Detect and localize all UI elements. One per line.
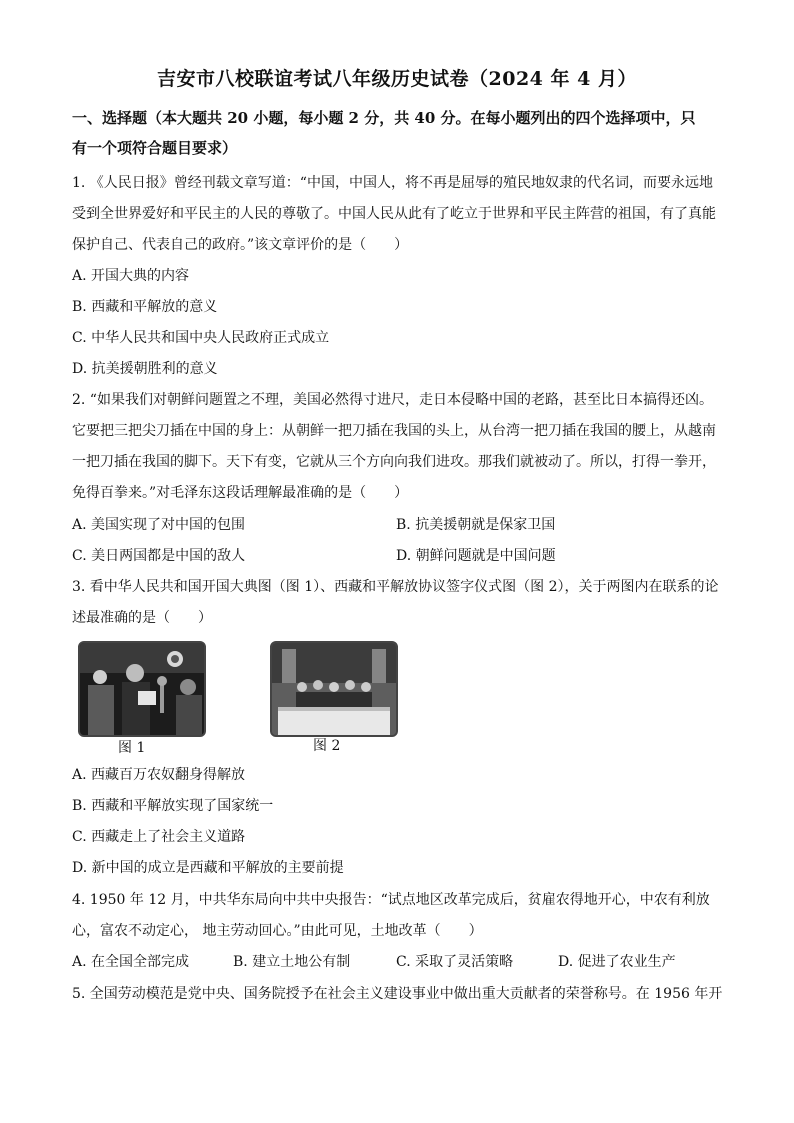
q2-stem-line-4: 免得百拳来。”对毛泽东这段话理解最准确的是（ ） <box>72 485 409 501</box>
q1-option-c[interactable]: C. 中华人民共和国中央人民政府正式成立 <box>72 330 330 346</box>
q1-option-b[interactable]: B. 西藏和平解放的意义 <box>72 299 218 315</box>
figure-2-caption: 图 2 <box>313 738 341 754</box>
q4-option-b[interactable]: B. 建立土地公有制 <box>233 954 351 970</box>
q1-stem-line-1: 1. 《人民日报》曾经刊载文章写道：“中国，中国人，将不再是屈辱的殖民地奴隶的代名词，而要永远地 <box>72 175 713 191</box>
q4-option-a[interactable]: A. 在全国全部完成 <box>72 954 190 970</box>
q3-option-b[interactable]: B. 西藏和平解放实现了国家统一 <box>72 798 274 814</box>
q3-stem-line-2: 述最准确的是（ ） <box>72 610 212 626</box>
q1-option-a[interactable]: A. 开国大典的内容 <box>72 268 190 284</box>
figure-1-caption: 图 1 <box>118 740 146 756</box>
q5-stem-line-1: 5. 全国劳动模范是党中央、国务院授予在社会主义建设事业中做出重大贡献者的荣誉称号。在 1956 年开 <box>72 986 723 1002</box>
q4-stem-line-1: 4. 1950 年 12 月，中共华东局向中共中央报告：“试点地区改革完成后，贫雇农得地开心，中农有利放 <box>72 892 710 908</box>
q4-option-c[interactable]: C. 采取了灵活策略 <box>396 954 514 970</box>
q2-option-d[interactable]: D. 朝鲜问题就是中国问题 <box>396 548 556 564</box>
q2-stem-line-3: 一把刀插在我国的脚下。天下有变，它就从三个方向向我们进攻。那我们就被动了。所以，打得一拳开， <box>72 454 716 470</box>
q1-option-d[interactable]: D. 抗美援朝胜利的意义 <box>72 361 218 377</box>
q3-option-d[interactable]: D. 新中国的成立是西藏和平解放的主要前提 <box>72 860 344 876</box>
figure-2-signing-ceremony-photo <box>270 641 398 737</box>
q2-stem-line-2: 它要把三把尖刀插在中国的身上：从朝鲜一把刀插在我国的头上，从台湾一把刀插在我国的腰上，从越南 <box>72 423 716 439</box>
q2-option-b[interactable]: B. 抗美援朝就是保家卫国 <box>396 517 556 533</box>
exam-title: 吉安市八校联谊考试八年级历史试卷（2024 年 4 月） <box>157 68 637 90</box>
q1-stem-line-2: 受到全世界爱好和平民主的人民的尊敬了。中国人民从此有了屹立于世界和平民主阵营的祖国，有了真能 <box>72 206 716 222</box>
q1-stem-line-3: 保护自己、代表自己的政府。”该文章评价的是（ ） <box>72 237 409 253</box>
q4-option-d[interactable]: D. 促进了农业生产 <box>558 954 676 970</box>
q4-stem-line-2: 心，富农不动定心， 地主劳动回心。”由此可见，土地改革（ ） <box>72 923 483 939</box>
q2-option-c[interactable]: C. 美日两国都是中国的敌人 <box>72 548 246 564</box>
q3-stem-line-1: 3. 看中华人民共和国开国大典图（图 1）、西藏和平解放协议签字仪式图（图 2），关于两图内在联系的论 <box>72 579 719 595</box>
q2-option-a[interactable]: A. 美国实现了对中国的包围 <box>72 517 246 533</box>
figure-1-founding-ceremony-photo <box>78 641 206 737</box>
q3-option-a[interactable]: A. 西藏百万农奴翻身得解放 <box>72 767 246 783</box>
q2-stem-line-1: 2. “如果我们对朝鲜问题置之不理，美国必然得寸进尺，走日本侵略中国的老路，甚至比日本搞得还凶。 <box>72 392 713 408</box>
figure-2-image <box>272 643 396 735</box>
figure-1-image <box>80 643 204 735</box>
section-heading-line-2: 有一个项符合题目要求） <box>72 139 238 157</box>
section-heading-line-1: 一、选择题（本大题共 20 小题，每小题 2 分，共 40 分。在每小题列出的四个选择项中，只 <box>72 109 696 127</box>
q3-option-c[interactable]: C. 西藏走上了社会主义道路 <box>72 829 246 845</box>
